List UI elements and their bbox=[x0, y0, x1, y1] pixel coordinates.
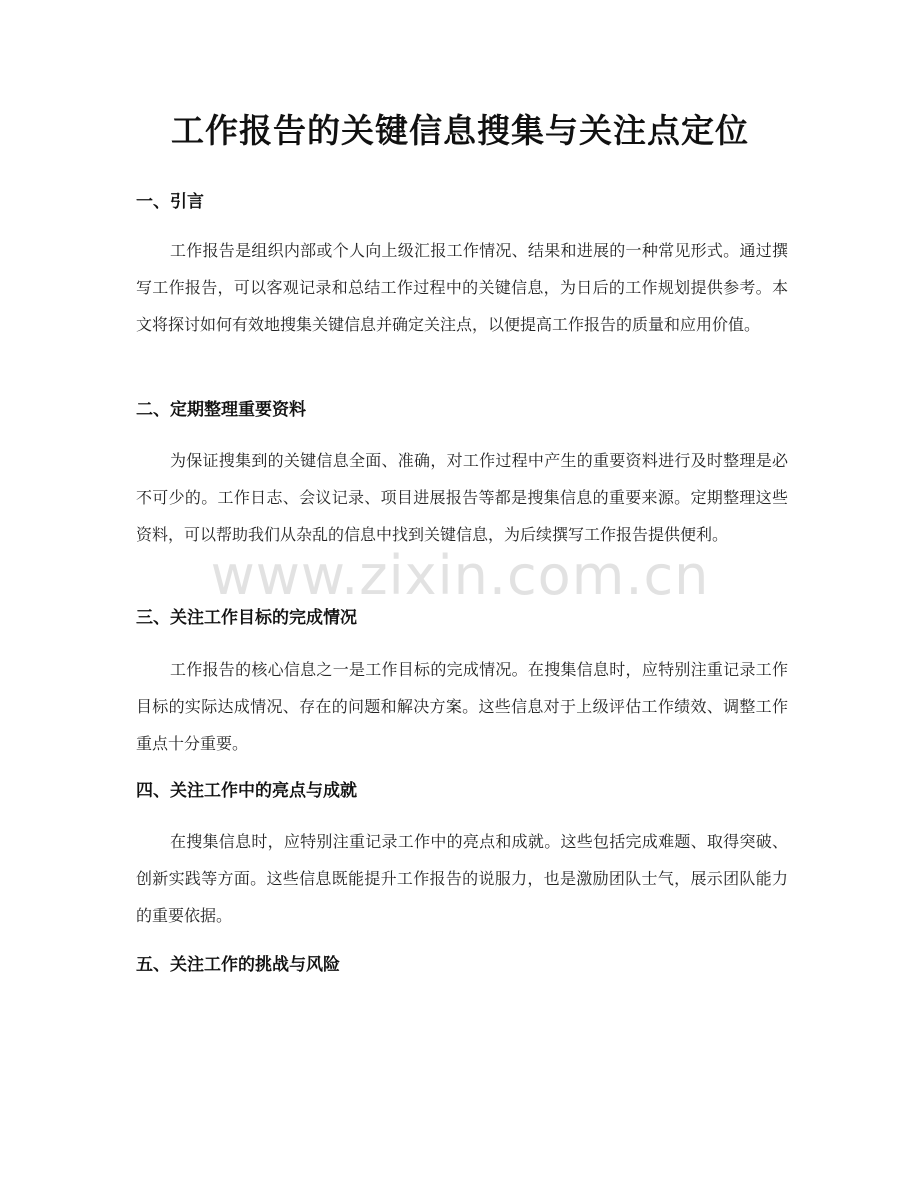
section-paragraph-1: 工作报告是组织内部或个人向上级汇报工作情况、结果和进展的一种常见形式。通过撰写工作报告，可以客观记录和总结工作过程中的关键信息，为日后的工作规划提供参考。本文将探讨如何有效地搜集关键信息并确定关注点，以便提高工作报告的质量和应用价值。 bbox=[136, 241, 788, 334]
section-heading-3: 三、关注工作目标的完成情况 bbox=[136, 608, 357, 628]
section-heading-5: 五、关注工作的挑战与风险 bbox=[136, 955, 340, 975]
section-paragraph-3: 工作报告的核心信息之一是工作目标的完成情况。在搜集信息时，应特别注重记录工作目标的实际达成情况、存在的问题和解决方案。这些信息对于上级评估工作绩效、调整工作重点十分重要。 bbox=[136, 660, 788, 753]
watermark: www.zixin.com.cn bbox=[210, 544, 710, 607]
section-paragraph-4: 在搜集信息时，应特别注重记录工作中的亮点和成就。这些包括完成难题、取得突破、创新实践等方面。这些信息既能提升工作报告的说服力，也是激励团队士气，展示团队能力的重要依据。 bbox=[136, 832, 788, 925]
section-heading-2: 二、定期整理重要资料 bbox=[136, 400, 306, 420]
section-paragraph-2: 为保证搜集到的关键信息全面、准确，对工作过程中产生的重要资料进行及时整理是必不可少的。工作日志、会议记录、项目进展报告等都是搜集信息的重要来源。定期整理这些资料，可以帮助我们从杂乱的信息中找到关键信息，为后续撰写工作报告提供便利。 bbox=[136, 451, 788, 544]
section-heading-4: 四、关注工作中的亮点与成就 bbox=[136, 781, 357, 801]
page-title: 工作报告的关键信息搜集与关注点定位 bbox=[171, 111, 749, 150]
section-heading-1: 一、引言 bbox=[136, 192, 204, 212]
